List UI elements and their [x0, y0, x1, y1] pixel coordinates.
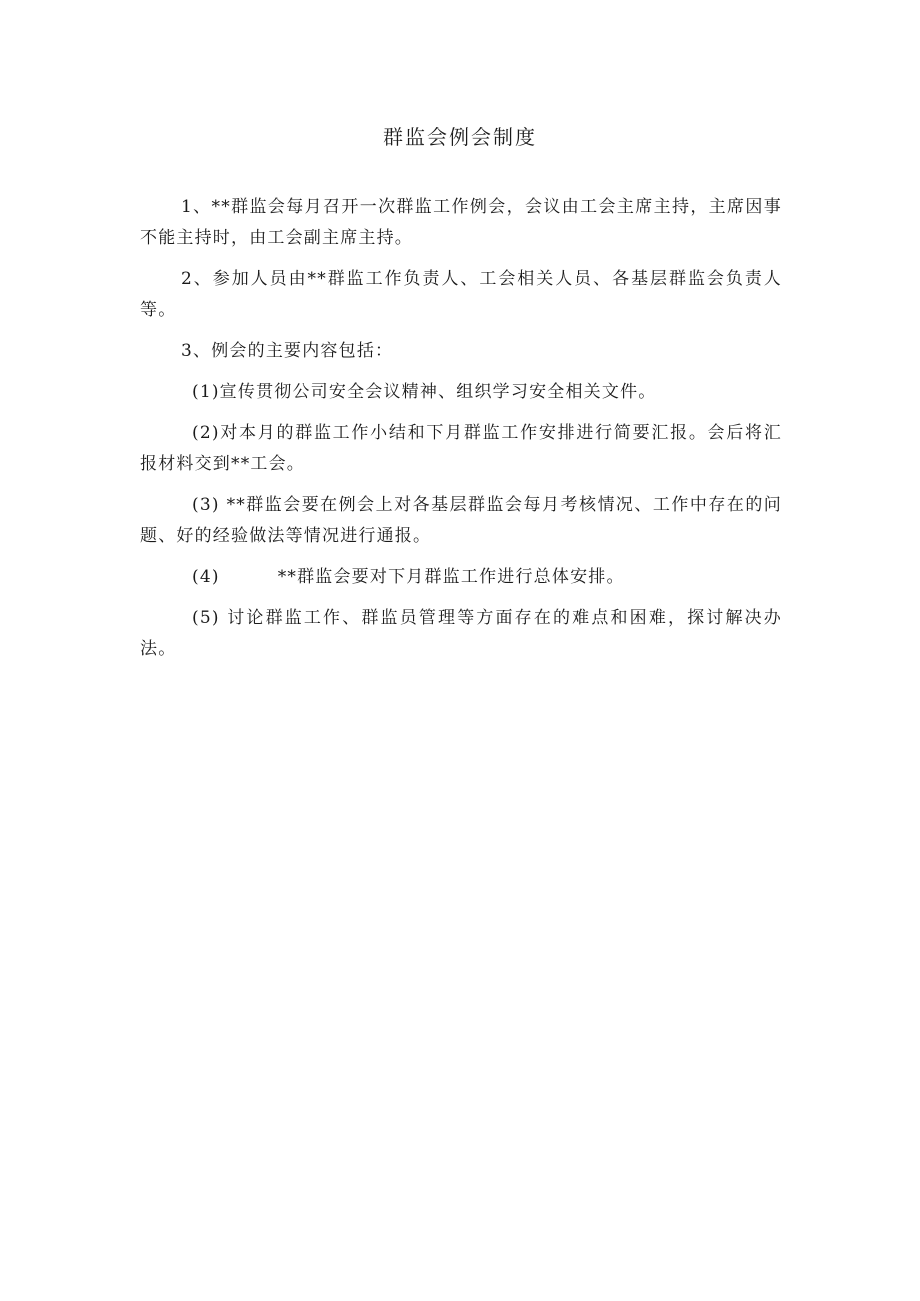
paragraph-1: 1、**群监会每月召开一次群监工作例会，会议由工会主席主持，主席因事不能主持时，由工会副主席主持。	[140, 197, 782, 248]
document-body	[140, 192, 782, 675]
document-title: 群监会例会制度	[383, 125, 537, 149]
paragraph-2: 2、参加人员由**群监工作负责人、工会相关人员、各基层群监会负责人等。	[140, 269, 782, 320]
paragraph-6: (3) **群监会要在例会上对各基层群监会每月考核情况、工作中存在的问题、好的经验做法等情况进行通报。	[140, 495, 782, 546]
paragraph-7	[140, 562, 782, 593]
paragraph-7-text: **群监会要对下月群监工作进行总体安排。	[277, 567, 625, 587]
paragraph-3: 3、例会的主要内容包括：	[181, 341, 394, 361]
paragraph-5: (2)对本月的群监工作小结和下月群监工作安排进行简要汇报。会后将汇报材料交到**工会。	[140, 423, 782, 474]
paragraph-4: (1)宣传贯彻公司安全会议精神、组织学习安全相关文件。	[192, 382, 657, 402]
paragraph-8: (5) 讨论群监工作、群监员管理等方面存在的难点和困难，探讨解决办法。	[140, 608, 782, 659]
paragraph-7-number: (4)	[192, 567, 220, 587]
